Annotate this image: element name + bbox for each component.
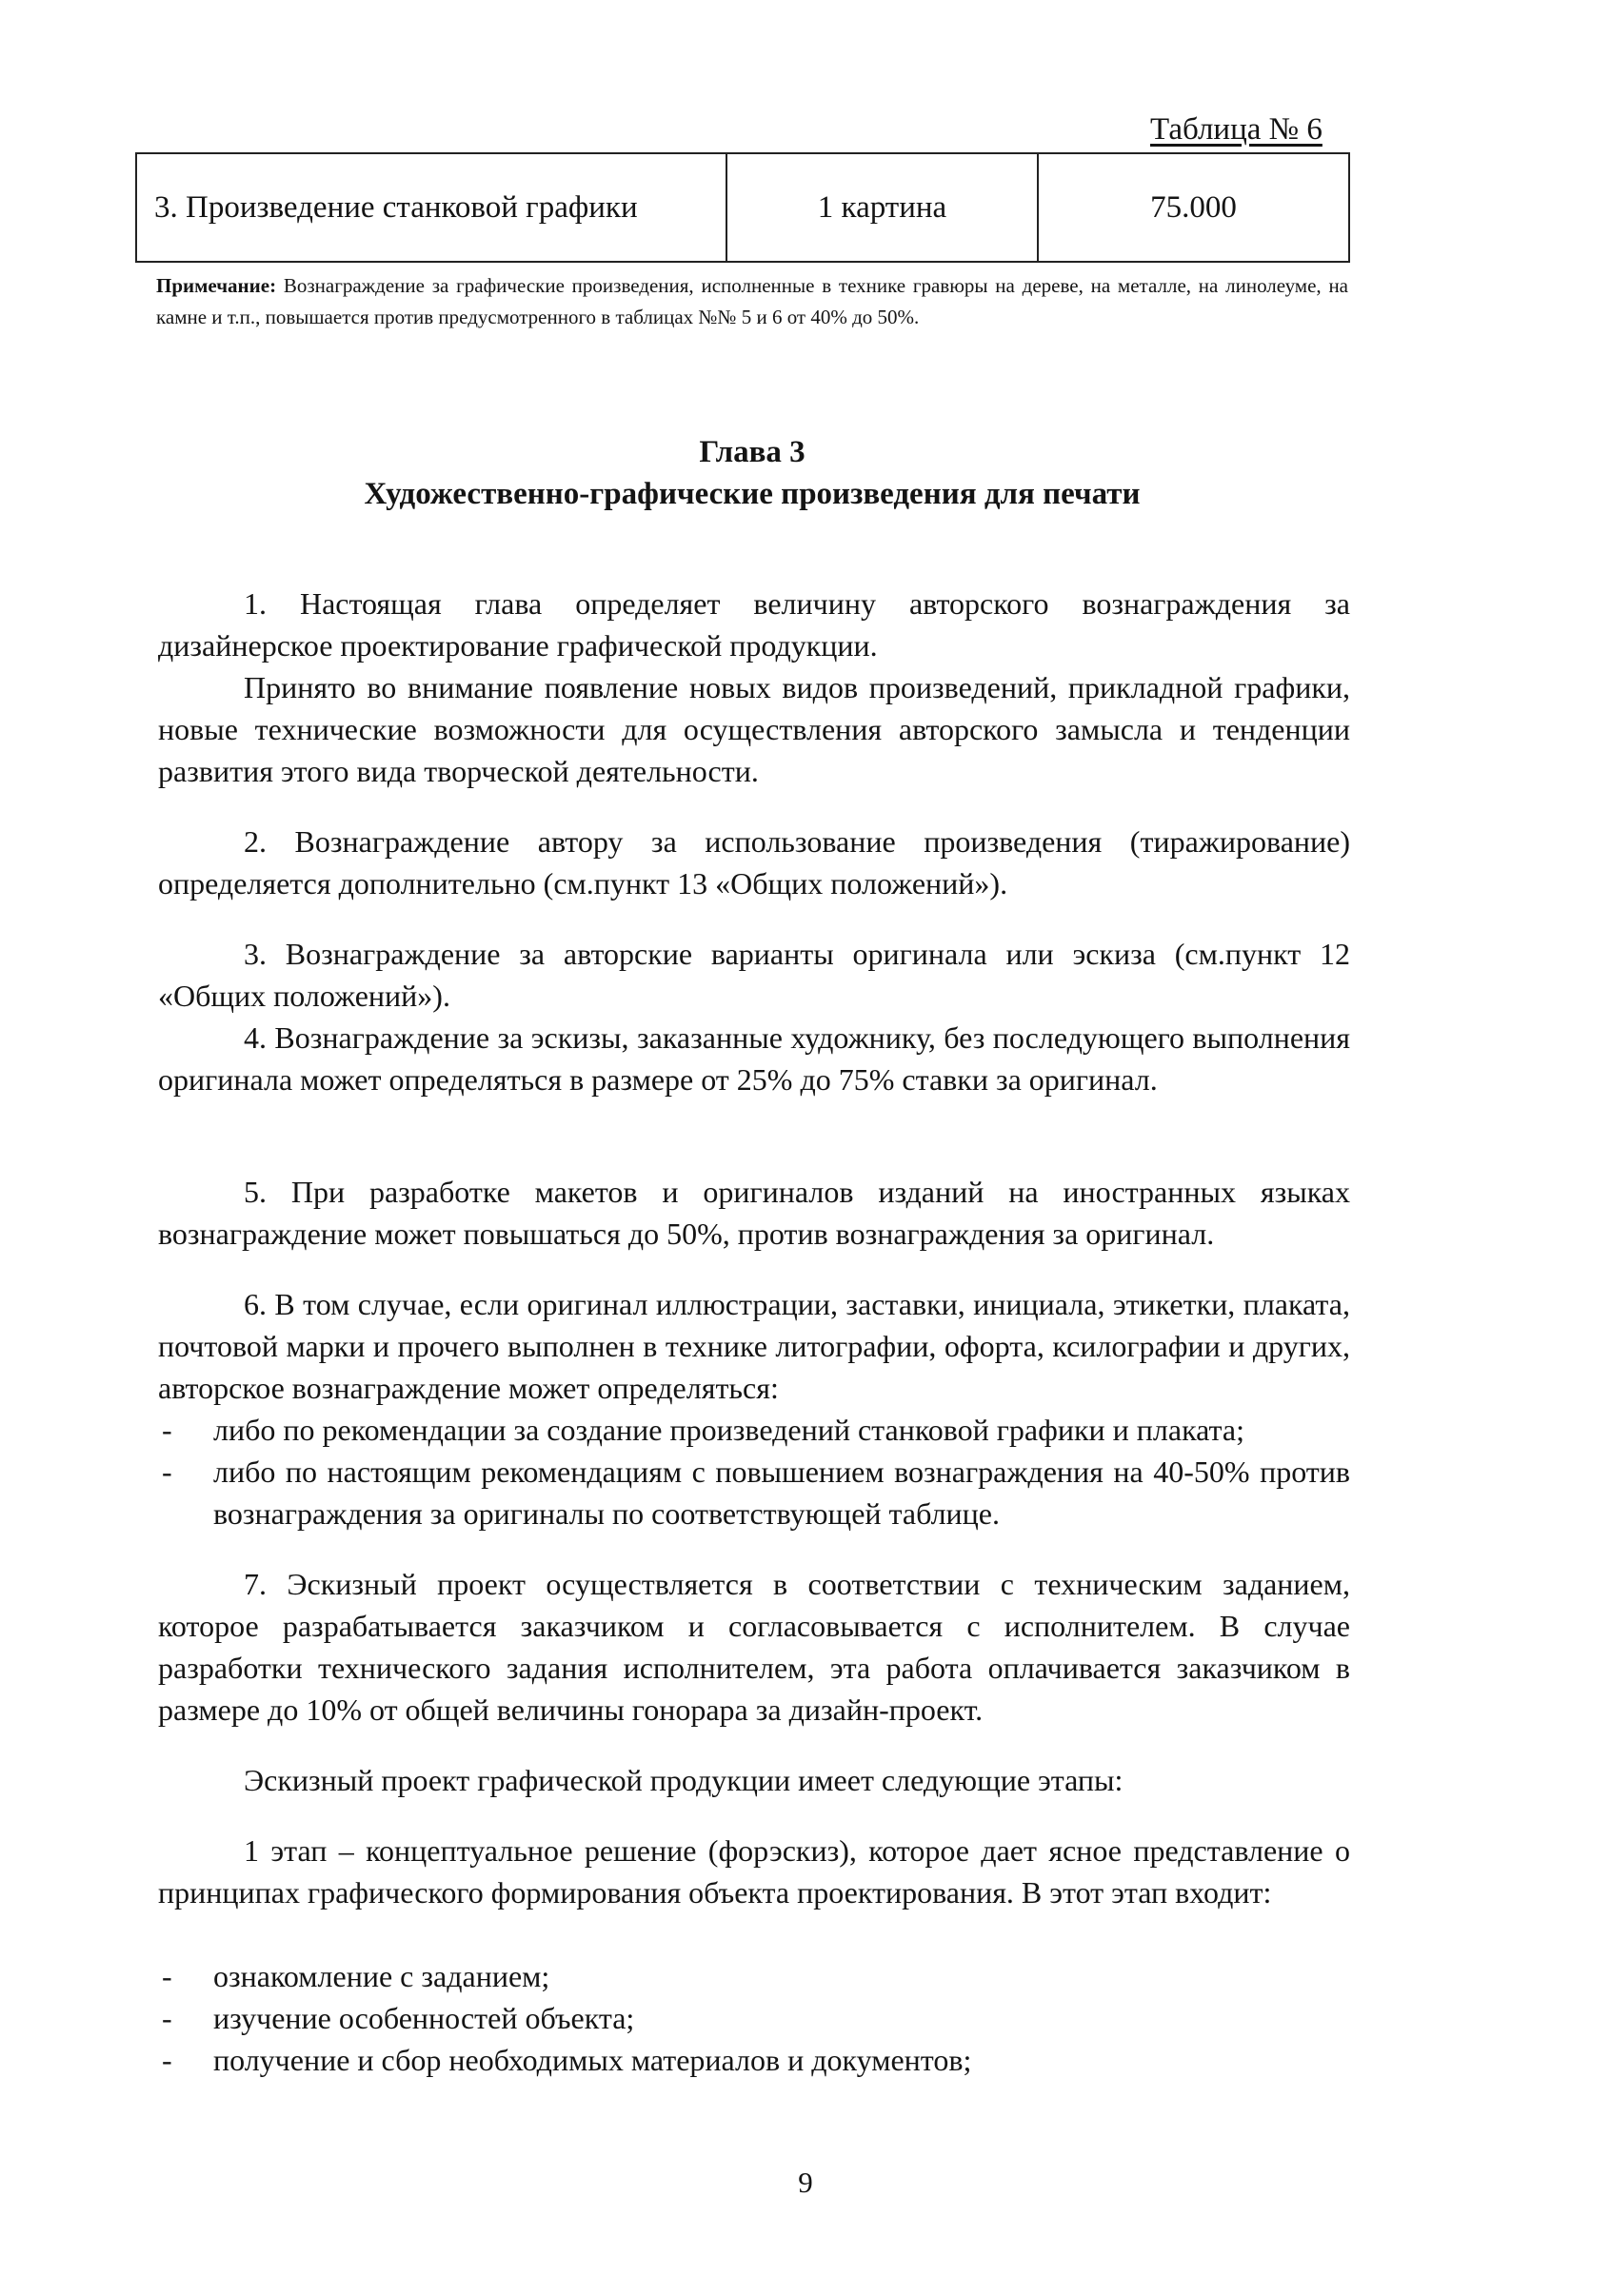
table-cell-value: 75.000	[1038, 153, 1349, 262]
bullet-dash: -	[162, 2043, 172, 2077]
bullet-dash: -	[162, 2001, 172, 2035]
paragraph-2: 2. Вознаграждение автору за использование произведения (тиражирование) определяется дополнительно (см.пункт 13 «Общих положений»).	[158, 824, 1350, 901]
paragraph-9: 1 этап – концептуальное решение (форэскиз), которое дает ясное представление о принципах графического формирования объекта проектирования. В этот этап входит:	[158, 1833, 1350, 1910]
note-text: Вознаграждение за графические произведения, исполненные в технике гравюры на дереве, на металле, на линолеуме, на камне и т.п., повышается против предусмотренного в таблицах №№ 5 и 6 от 40% до 50%.	[156, 274, 1348, 328]
chapter-number: Глава 3	[699, 435, 806, 469]
list-item-text: ознакомление с заданием;	[213, 1959, 550, 1993]
paragraph-1b: Принято во внимание появление новых видов произведений, прикладной графики, новые технические возможности для осуществления авторского замысла и тенденции развития этого вида творческой деятельности.	[158, 670, 1350, 788]
fee-table	[135, 152, 1350, 263]
page-number: 9	[798, 2166, 813, 2199]
table-cell-unit: 1 картина	[726, 153, 1038, 262]
paragraph-7: 7. Эскизный проект осуществляется в соответствии с техническим заданием, которое разрабатывается заказчиком и согласовывается с исполнителем. В случае разработки технического задания исполнителем, эта работа оплачивается заказчиком в размере до 10% от общей величины гонорара за дизайн-проект.	[158, 1567, 1350, 1727]
bullet-dash: -	[162, 1959, 172, 1993]
paragraph-3: 3. Вознаграждение за авторские варианты оригинала или эскиза (см.пункт 12 «Общих положений»).	[158, 937, 1350, 1013]
note-label: Примечание:	[156, 274, 277, 297]
list-item-text: либо по настоящим рекомендациям с повышением вознаграждения на 40-50% против вознаграждения за оригиналы по соответствующей таблице.	[213, 1455, 1350, 1531]
table-note	[156, 270, 1348, 333]
paragraph-8: Эскизный проект графической продукции имеет следующие этапы:	[244, 1763, 1124, 1797]
bullet-dash: -	[162, 1413, 172, 1447]
chapter-heading	[152, 431, 1352, 515]
paragraph-1: 1. Настоящая глава определяет величину авторского вознаграждения за дизайнерское проектирование графической продукции.	[158, 586, 1350, 663]
table-cell-work: 3. Произведение станковой графики	[136, 153, 726, 262]
bullet-dash: -	[162, 1455, 172, 1489]
list-item	[158, 1997, 1350, 2039]
paragraph-5: 5. При разработке макетов и оригиналов изданий на иностранных языках вознаграждение может повышаться до 50%, против вознаграждения за оригинал.	[158, 1175, 1350, 1251]
list-item	[158, 1451, 1350, 1534]
paragraph-6: 6. В том случае, если оригинал иллюстрации, заставки, инициала, этикетки, плаката, почтовой марки и прочего выполнен в технике литографии, офорта, ксилографии и других, авторское вознаграждение может определяться:	[158, 1287, 1350, 1405]
list-item	[158, 1955, 1350, 1997]
chapter-title: Художественно-графические произведения для печати	[364, 477, 1141, 511]
list-item-text: получение и сбор необходимых материалов и документов;	[213, 2043, 972, 2077]
list-item	[158, 1409, 1350, 1451]
table-label: Таблица № 6	[1150, 112, 1323, 147]
list-item-text: либо по рекомендации за создание произведений станковой графики и плаката;	[213, 1413, 1244, 1447]
list-item	[158, 2039, 1350, 2081]
list-item-text: изучение особенностей объекта;	[213, 2001, 635, 2035]
paragraph-4: 4. Вознаграждение за эскизы, заказанные художнику, без последующего выполнения оригинала может определяться в размере от 25% до 75% ставки за оригинал.	[158, 1020, 1350, 1097]
table-row	[136, 153, 1349, 262]
